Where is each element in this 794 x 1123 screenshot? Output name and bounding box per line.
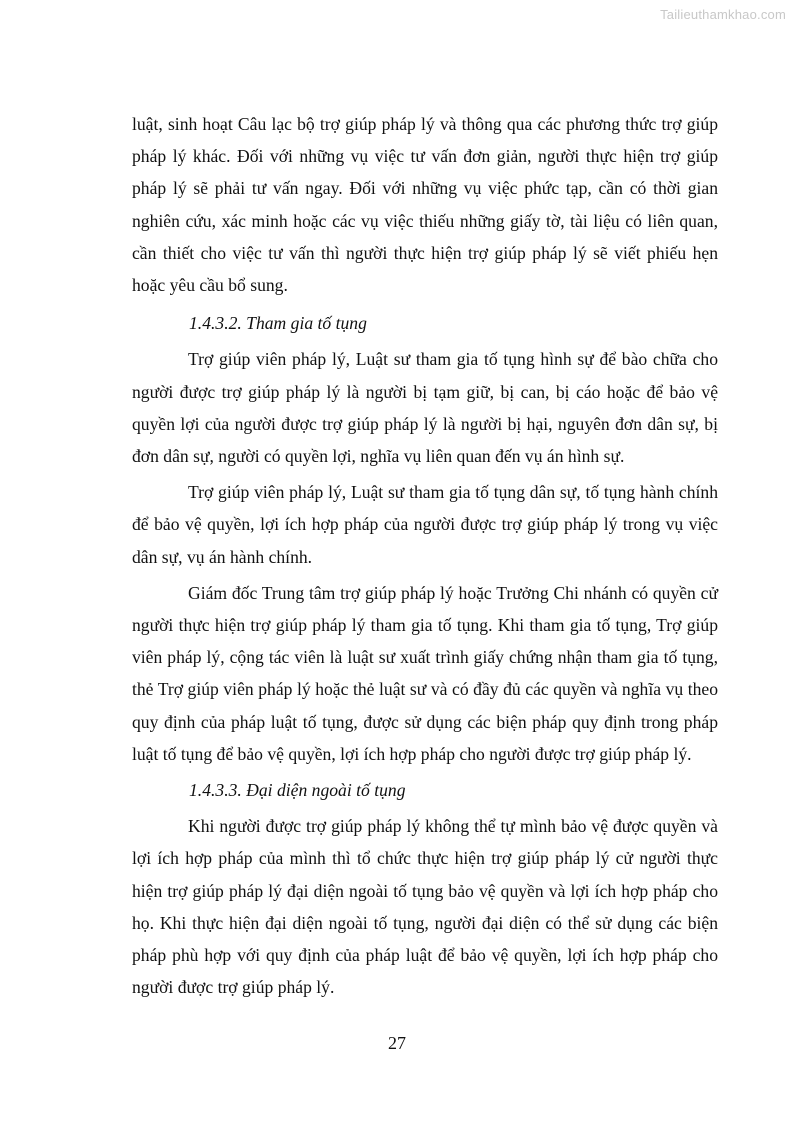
watermark-text: Tailieuthamkhao.com <box>660 7 786 22</box>
section-heading-representation: 1.4.3.3. Đại diện ngoài tố tụng <box>189 780 406 801</box>
section-heading-litigation: 1.4.3.2. Tham gia tố tụng <box>189 313 367 334</box>
paragraph-representation: Khi người được trợ giúp pháp lý không thể tự mình bảo vệ được quyền và lợi ích hợp pháp của mình thì tổ chức thực hiện trợ giúp pháp lý cử người thực hiện trợ giúp pháp lý đại diện ngoài tố tụng bảo vệ quyền và lợi ích hợp pháp cho họ. Khi thực hiện đại diện ngoài tố tụng, người đại diện có thể sử dụng các biện pháp phù hợp với quy định của pháp luật để bảo vệ quyền, lợi ích hợp pháp cho người được trợ giúp pháp lý. <box>132 816 718 998</box>
document-body <box>132 108 718 1003</box>
paragraph-assignment: Giám đốc Trung tâm trợ giúp pháp lý hoặc Trưởng Chi nhánh có quyền cử người thực hiện trợ giúp pháp lý tham gia tố tụng. Khi tham gia tố tụng, Trợ giúp viên pháp lý, cộng tác viên là luật sư xuất trình giấy chứng nhận tham gia tố tụng, thẻ Trợ giúp viên pháp lý hoặc thẻ luật sư và có đầy đủ các quyền và nghĩa vụ theo quy định của pháp luật tố tụng, được sử dụng các biện pháp quy định trong pháp luật tố tụng để bảo vệ quyền, lợi ích hợp pháp cho người được trợ giúp pháp lý. <box>132 582 718 764</box>
page-number: 27 <box>388 1033 406 1053</box>
paragraph-consultation: luật, sinh hoạt Câu lạc bộ trợ giúp pháp lý và thông qua các phương thức trợ giúp pháp lý khác. Đối với những vụ việc tư vấn đơn giản, người thực hiện trợ giúp pháp lý sẽ phải tư vấn ngay. Đối với những vụ việc phức tạp, cần có thời gian nghiên cứu, xác minh hoặc các vụ việc thiếu những giấy tờ, tài liệu có liên quan, cần thiết cho việc tư vấn thì người thực hiện trợ giúp pháp lý sẽ viết phiếu hẹn hoặc yêu cầu bổ sung. <box>132 114 718 296</box>
paragraph-civil-litigation: Trợ giúp viên pháp lý, Luật sư tham gia tố tụng dân sự, tố tụng hành chính để bảo vệ quyền, lợi ích hợp pháp của người được trợ giúp pháp lý trong vụ việc dân sự, vụ án hành chính. <box>132 482 718 567</box>
paragraph-criminal-litigation: Trợ giúp viên pháp lý, Luật sư tham gia tố tụng hình sự để bào chữa cho người được trợ giúp pháp lý là người bị tạm giữ, bị can, bị cáo hoặc để bảo vệ quyền lợi của người được trợ giúp pháp lý là người bị hại, nguyên đơn dân sự, bị đơn dân sự, người có quyền lợi, nghĩa vụ liên quan đến vụ án hình sự. <box>132 349 718 467</box>
